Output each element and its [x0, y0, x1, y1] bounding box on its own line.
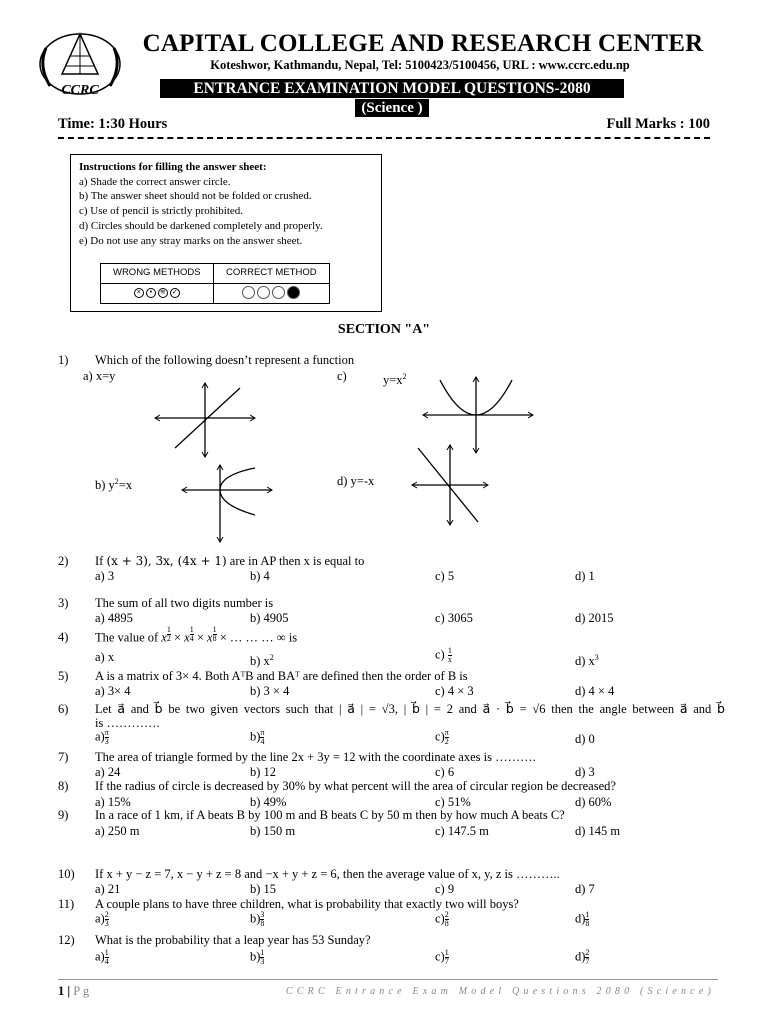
question-number: 10) — [58, 867, 75, 881]
option-a: a) 250 m — [95, 824, 140, 838]
question-text-cont: is …………. — [95, 716, 160, 730]
instructions-heading: Instructions for filling the answer sheet: — [79, 161, 267, 173]
option-d: d) 1 — [575, 569, 595, 583]
option-a: a) x — [95, 650, 115, 664]
filled-circle-icon — [287, 286, 300, 299]
option-b: b) 12 — [250, 765, 277, 779]
question-number: 3) — [58, 596, 69, 610]
option-c: c) — [337, 369, 347, 383]
option-b: b) 4 — [250, 569, 270, 583]
methods-table — [100, 263, 330, 304]
option-a: a) $\frac{1}{4}$ — [95, 948, 109, 966]
exam-title: ENTRANCE EXAMINATION MODEL QUESTIONS-2080 — [160, 79, 624, 98]
option-b: b) 3 × 4 — [250, 684, 290, 698]
question-text: If x + y − z = 7, x − y + z = 8 and −x + y + z = 6, then the average value of x, y, z is ……….. — [95, 867, 560, 881]
question-number: 1) — [58, 353, 69, 367]
option-a: a) 3× 4 — [95, 684, 131, 698]
question-number: 6) — [58, 702, 69, 716]
option-a: a) 21 — [95, 882, 121, 896]
question-text: A couple plans to have three children, what is probability that exactly two will boys? — [95, 897, 519, 911]
logo-text: CCRC — [61, 83, 99, 98]
question-text: What is the probability that a leap year has 53 Sunday? — [95, 933, 371, 947]
option-d: d) $\frac{2}{7}$ — [575, 948, 590, 966]
option-a: a) $\frac{\pi}{3}$ — [95, 728, 109, 746]
option-c: c) 6 — [435, 765, 455, 779]
option-b: b) $x^2$ — [250, 653, 274, 669]
option-a: a) x=y — [83, 369, 116, 383]
question-number: 2) — [58, 554, 69, 568]
question-text: The sum of all two digits number is — [95, 596, 274, 610]
question-number: 5) — [58, 669, 69, 683]
option-d: d) y=-x — [337, 474, 375, 488]
option-d: d) 2015 — [575, 611, 614, 625]
divider — [58, 137, 710, 139]
instruction-item: c) Use of pencil is strictly prohibited. — [79, 205, 244, 218]
question-number: 12) — [58, 933, 75, 947]
empty-circle-icon — [272, 286, 285, 299]
option-c: c) 51% — [435, 795, 471, 809]
running-footer: CCRC Entrance Exam Model Questions 2080 (Science) — [285, 986, 715, 997]
page-number: 1 | P g — [58, 984, 90, 998]
option-c: c) $\frac{1}{7}$ — [435, 948, 449, 966]
option-b: b) $y^2=x$ — [95, 477, 133, 493]
ccrc-logo — [32, 26, 128, 106]
option-b: b) 150 m — [250, 824, 296, 838]
question-text: Which of the following doesn’t represent a function — [95, 353, 355, 367]
question-text: If (x + 3), 3x, (4x + 1) are in AP then x is equal to — [95, 554, 365, 568]
college-title: CAPITAL COLLEGE AND RESEARCH CENTER — [142, 30, 704, 57]
question-text: Let a⃗ and b⃗ be two given vectors such that | a⃗ | = √3, | b⃗ | = 2 and a⃗ · b⃗ = √6 then the angle between a⃗ and b⃗ — [95, 702, 725, 716]
correct-method-label: CORRECT METHOD — [213, 264, 329, 284]
option-b: b) 49% — [250, 795, 287, 809]
tick-circle-icon: ✓ — [170, 288, 180, 298]
option-b: b) 15 — [250, 882, 277, 896]
cross-circle-icon: × — [134, 288, 144, 298]
option-b: b) $\frac{3}{8}$ — [250, 910, 265, 928]
wrong-methods-label: WRONG METHODS — [101, 264, 214, 284]
footer-divider — [58, 979, 718, 980]
option-c: c) 4 × 3 — [435, 684, 474, 698]
option-a: a) 15% — [95, 795, 131, 809]
option-d: d) 3 — [575, 765, 595, 779]
option-c: c) 147.5 m — [435, 824, 489, 838]
question-number: 11) — [58, 897, 75, 911]
question-number: 7) — [58, 750, 69, 764]
option-a: a) 24 — [95, 765, 121, 779]
option-c: c) $\frac{\pi}{2}$ — [435, 728, 449, 746]
dot-circle-icon: • — [146, 288, 156, 298]
instruction-item: d) Circles should be darkened completely and properly. — [79, 219, 323, 232]
question-text: If the radius of circle is decreased by 30% by what percent will the area of circular region be decreased? — [95, 779, 616, 793]
option-a: a) 4895 — [95, 611, 133, 625]
option-a: a) 3 — [95, 569, 115, 583]
graph-y-equals-minus-x — [410, 440, 490, 528]
instructions-box — [70, 154, 382, 312]
option-d: d) $\frac{1}{8}$ — [575, 910, 590, 928]
question-number: 4) — [58, 630, 69, 644]
stream-label: (Science ) — [355, 99, 429, 117]
empty-circle-icon — [242, 286, 255, 299]
correct-method-example — [213, 284, 329, 304]
option-d: d) 4 × 4 — [575, 684, 615, 698]
option-c-value: $y=x^2$ — [383, 372, 407, 388]
question-text: In a race of 1 km, if A beats B by 100 m and B beats C by 50 m then by how much A beats C? — [95, 808, 565, 822]
question-text: A is a matrix of 3× 4. Both AᵀB and BAᵀ are defined then the order of B is — [95, 669, 468, 683]
option-d: d) $x^3$ — [575, 653, 599, 669]
option-c: c) 5 — [435, 569, 455, 583]
graph-y-squared-equals-x — [180, 460, 275, 545]
option-c: c) 3065 — [435, 611, 473, 625]
wrong-methods-examples — [101, 284, 214, 304]
option-b: b) $\frac{1}{3}$ — [250, 948, 265, 966]
option-a: a) $\frac{2}{3}$ — [95, 910, 109, 928]
section-heading: SECTION "A" — [337, 322, 431, 337]
empty-circle-icon — [257, 286, 270, 299]
college-address: Koteshwor, Kathmandu, Nepal, Tel: 5100423/5100456, URL : www.ccrc.edu.np — [210, 58, 630, 72]
instruction-item: b) The answer sheet should not be folded or crushed. — [79, 190, 312, 203]
question-text: The value of x $^{\frac{1}{2}}$ × x $^{\frac{1}{4}}$ × x $^{\frac{1}{8}}$ × … … … ∞ is — [95, 625, 298, 645]
graph-y-equals-x — [150, 380, 260, 460]
option-b: b) $\frac{\pi}{4}$ — [250, 728, 265, 746]
full-marks: Full Marks : 100 — [606, 116, 710, 132]
option-d: d) 0 — [575, 732, 595, 746]
question-text: The area of triangle formed by the line 2x + 3y = 12 with the coordinate axes is ………. — [95, 750, 536, 764]
option-d: d) 7 — [575, 882, 595, 896]
option-d: d) 60% — [575, 795, 612, 809]
instruction-item: a) Shade the correct answer circle. — [79, 175, 231, 188]
option-c: c) 9 — [435, 882, 455, 896]
question-number: 8) — [58, 779, 69, 793]
option-b: b) 4905 — [250, 611, 289, 625]
exam-time: Time: 1:30 Hours — [58, 116, 168, 132]
option-d: d) 145 m — [575, 824, 621, 838]
instruction-item: e) Do not use any stray marks on the answer sheet. — [79, 234, 303, 247]
option-c: c) $\frac{1}{x}$ — [435, 646, 452, 664]
hatched-circle-icon: ≋ — [158, 288, 168, 298]
option-c: c) $\frac{2}{8}$ — [435, 910, 449, 928]
question-number: 9) — [58, 808, 69, 822]
